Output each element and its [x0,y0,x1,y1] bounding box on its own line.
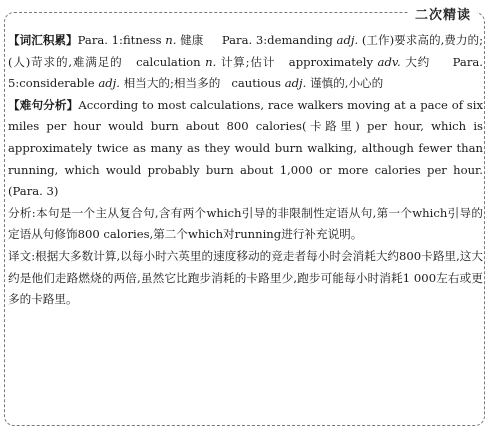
reading-content [8,30,483,311]
part-of-speech: adj. [98,76,120,91]
vocab-definition: 大约 [405,54,431,69]
vocab-word: demanding [267,33,333,47]
vocab-definition: 相当大的;相当多的 [123,76,221,91]
part-of-speech: adj. [284,76,307,91]
vocab-word: fitness [122,33,162,47]
vocab-tag: 【词汇积累】 [8,33,78,47]
vocab-paragraph [8,30,483,95]
vocab-word: calculation [136,54,201,69]
analysis-tag: 【难句分析】 [8,97,79,112]
vocab-word: approximately [288,54,374,69]
vocab-word: cautious [231,76,281,91]
part-of-speech: adj. [336,33,359,47]
vocab-para5-label: Para. 5: [8,54,483,91]
part-of-speech: n. [165,33,177,47]
vocab-para3-label: Para. 3: [221,33,268,47]
vocab-definition: 计算;估计 [220,54,276,69]
vocab-definition: (工作)要求高的,费力的;(人)苛求的,难满足的 [8,33,483,69]
vocab-word: considerable [19,76,95,91]
sentence-analysis-paragraph [8,95,483,203]
grammar-explanation: 分析:本句是一个主从复合句,含有两个which引导的非限制性定语从句,第一个which引导的定语从句修饰800 calories,第二个which对running进行补充说明。 [8,205,483,242]
vocab-para1-label: Para. 1: [77,33,123,47]
vocab-definition: 谨慎的,小心的 [310,76,384,91]
difficult-sentence: According to most calculations, race walkers moving at a pace of six miles per hour would burn about 800 calories(卡路里) per hour, which is approximately twice as many as they would burn walking, although fewer than running, which would probably burn about 1,000 or more calories per hour. [8,97,483,177]
part-of-speech: adv. [377,54,401,69]
chinese-translation: 译文:根据大多数计算,以每小时六英里的速度移动的竞走者每小时会消耗大约800卡路里,这大约是他们走路燃烧的两倍,虽然它比跑步消耗的卡路里少,跑步可能每小时消耗1 000左右或更多的卡路里。 [8,248,483,307]
vocab-definition: 健康 [180,33,204,47]
section-title: 二次精读 [409,4,477,23]
part-of-speech: n. [205,54,217,69]
paragraph-reference: (Para. 3) [8,184,59,199]
